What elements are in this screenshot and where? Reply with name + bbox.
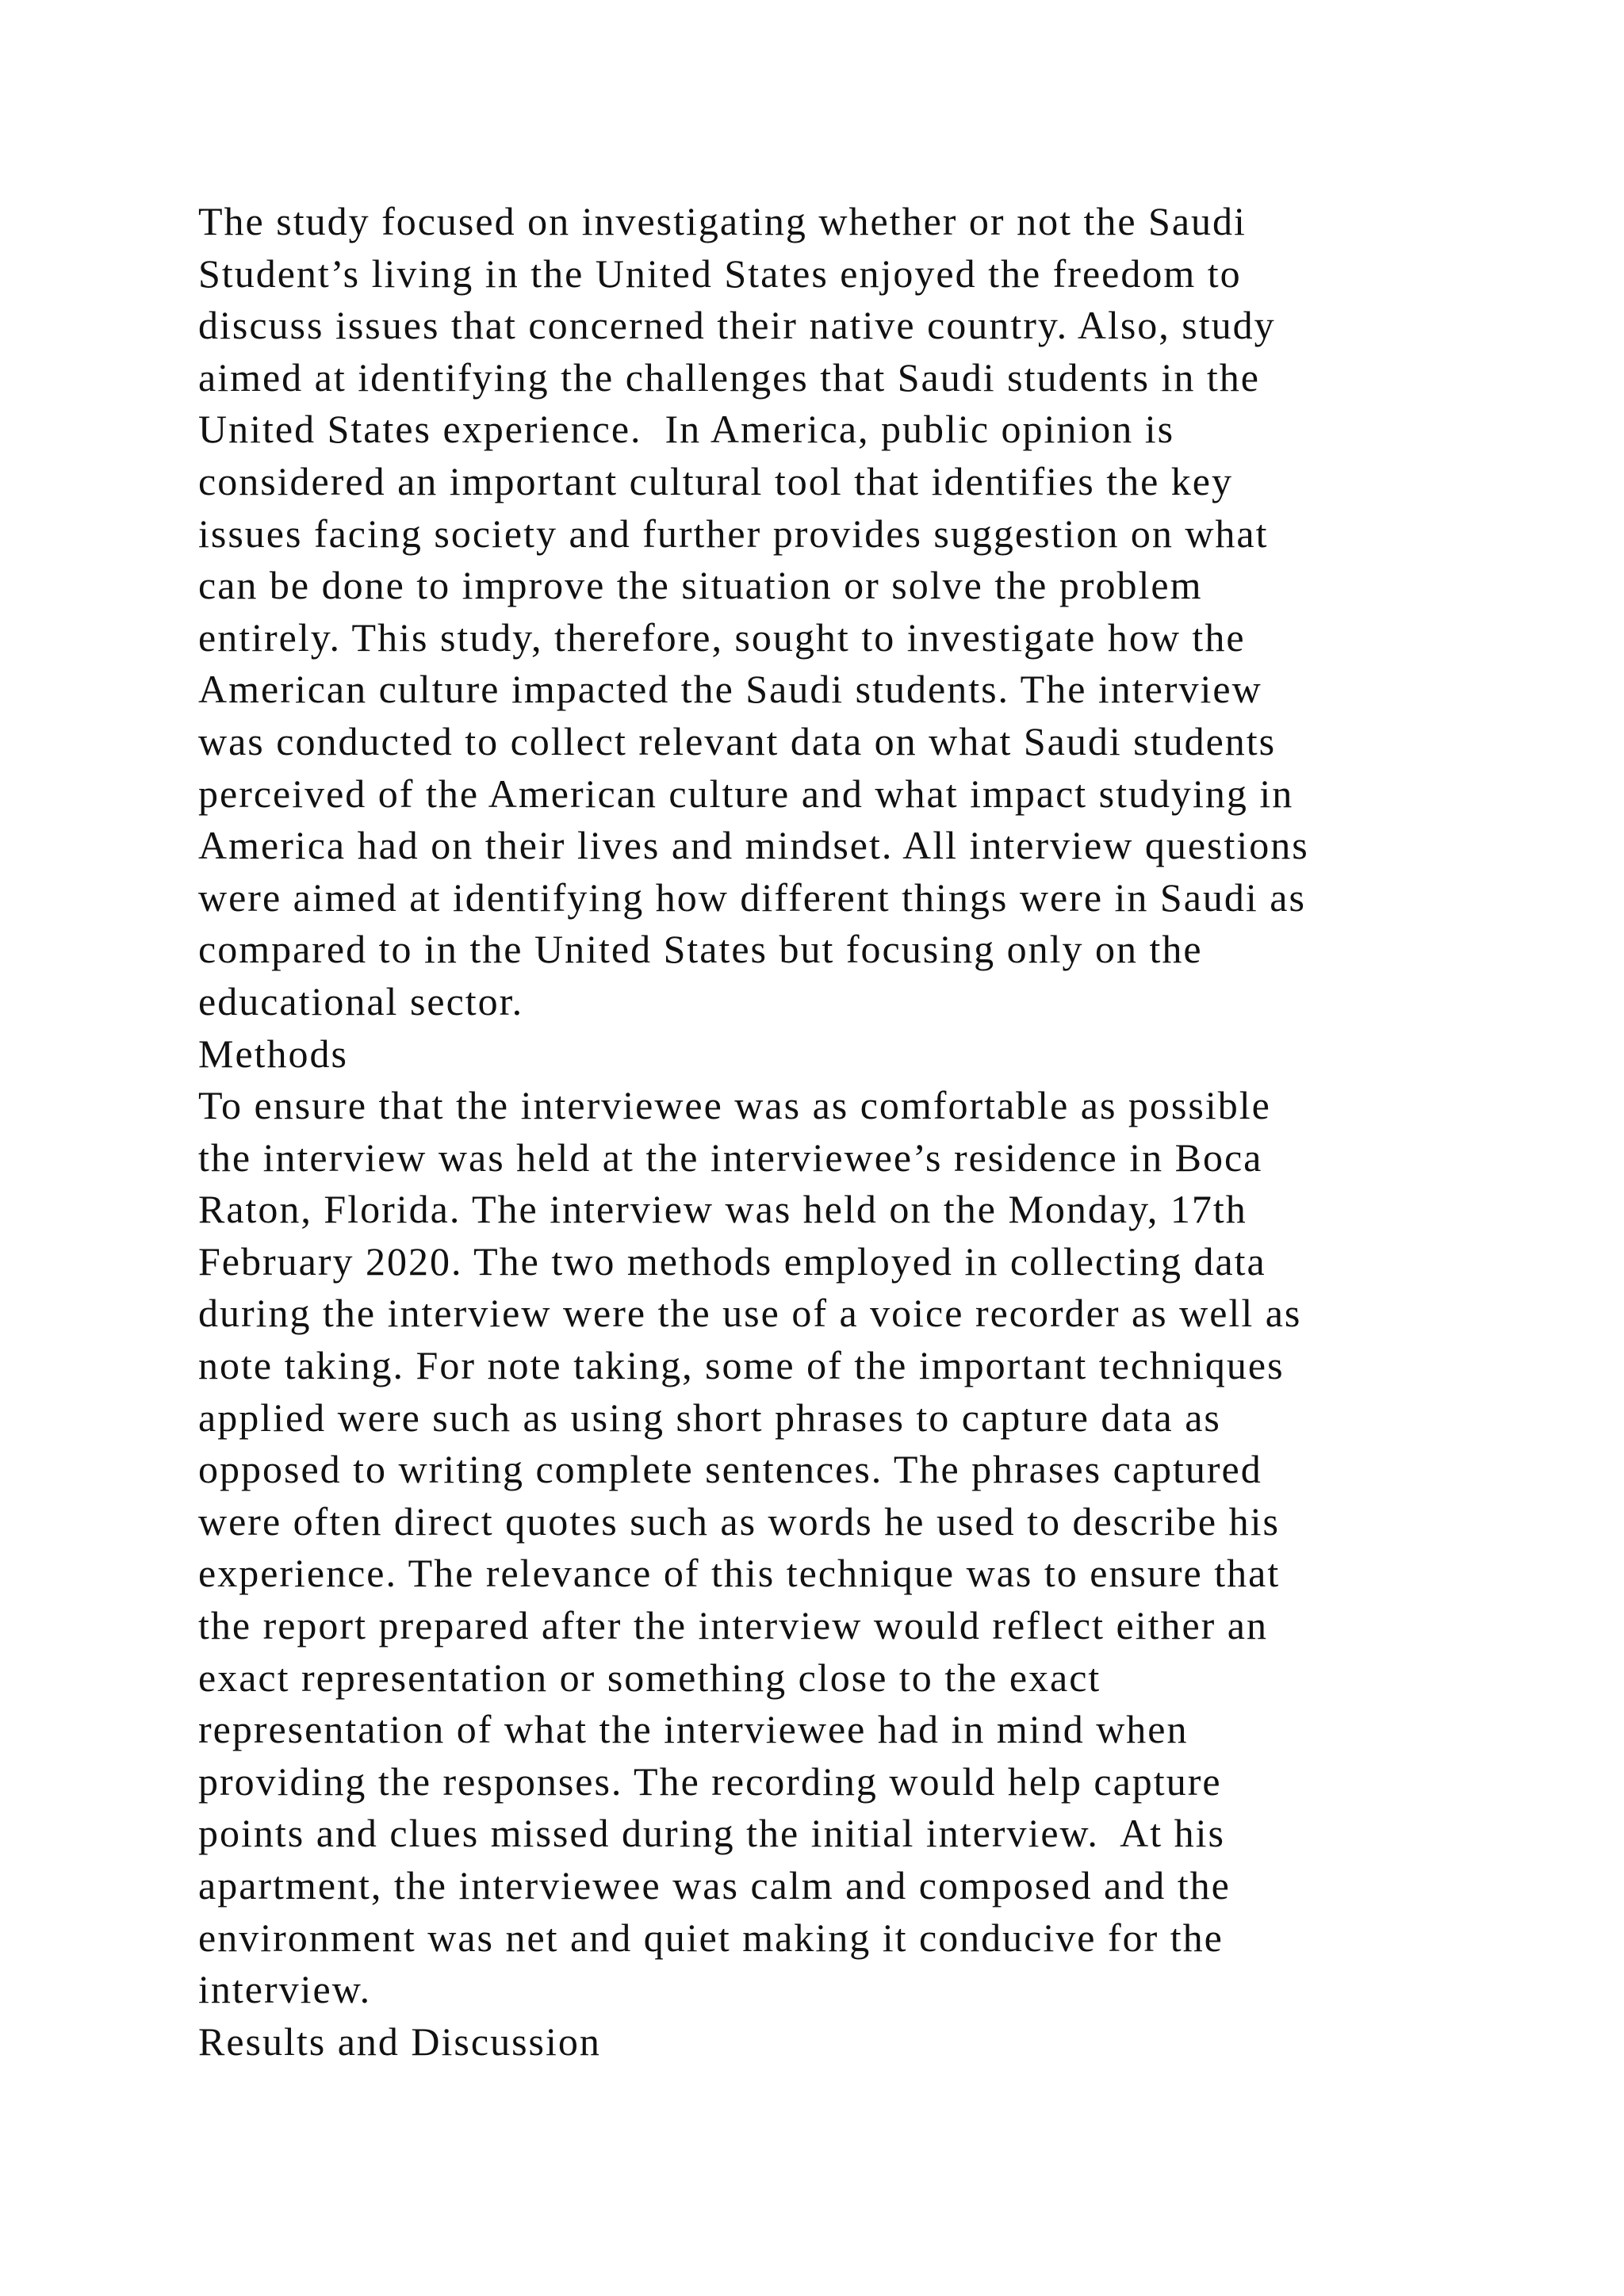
paragraph-line: discuss issues that concerned their native country. Also, study (198, 303, 1276, 348)
paragraph-line: was conducted to collect relevant data on what Saudi students (198, 718, 1277, 763)
paragraph-line: environment was net and quiet making it conducive for the (198, 1915, 1224, 1960)
paragraph-line: aimed at identifying the challenges that Saudi students in the (198, 354, 1260, 400)
paragraph-line: apartment, the interviewee was calm and composed and the (198, 1863, 1231, 1908)
paragraph-line: providing the responses. The recording would help capture (198, 1758, 1222, 1804)
paragraph-line: were often direct quotes such as words he used to describe his (198, 1498, 1280, 1544)
paragraph-line: entirely. This study, therefore, sought to investigate how the (198, 614, 1246, 660)
section-heading-methods: Methods (198, 1031, 348, 1076)
paragraph-line: representation of what the interviewee had in mind when (198, 1707, 1189, 1752)
paragraph-line: experience. The relevance of this technique was to ensure that (198, 1551, 1281, 1596)
paragraph-line: February 2020. The two methods employed in collecting data (198, 1238, 1266, 1284)
paragraph-line: applied were such as using short phrases to capture data as (198, 1395, 1221, 1440)
section-heading-results-and-discussion: Results and Discussion (198, 2019, 601, 2064)
paragraph-line: considered an important cultural tool that identifies the key (198, 458, 1233, 503)
paragraph-line: exact representation or something close to the exact (198, 1655, 1101, 1700)
paragraph-line: can be done to improve the situation or solve the problem (198, 563, 1203, 608)
paragraph-line: the report prepared after the interview would reflect either an (198, 1603, 1268, 1648)
paragraph-line: interview. (198, 1967, 372, 2012)
paragraph-line: United States experience. In America, public opinion is (198, 407, 1175, 452)
paragraph-line: points and clues missed during the initial interview. At his (198, 1811, 1225, 1856)
paragraph-line: The study focused on investigating whether or not the Saudi (198, 199, 1247, 243)
paragraph-line: American culture impacted the Saudi students. The interview (198, 667, 1262, 712)
paragraph-line: To ensure that the interviewee was as comfortable as possible (198, 1083, 1271, 1128)
paragraph-line: issues facing society and further provides suggestion on what (198, 511, 1269, 556)
paragraph-line: note taking. For note taking, some of the important techniques (198, 1343, 1285, 1388)
paragraph-line: the interview was held at the interviewee’s residence in Boca (198, 1135, 1263, 1180)
paragraph-line: were aimed at identifying how different things were in Saudi as (198, 874, 1306, 920)
paragraph-line: Student’s living in the United States enjoyed the freedom to (198, 251, 1242, 296)
paragraph-line: opposed to writing complete sentences. The phrases captured (198, 1447, 1262, 1492)
paragraph-line: during the interview were the use of a voice recorder as well as (198, 1291, 1302, 1336)
paragraph-line: Raton, Florida. The interview was held on the Monday, 17th (198, 1187, 1247, 1232)
paragraph-line: perceived of the American culture and what impact studying in (198, 771, 1294, 816)
document-body (198, 196, 1546, 2068)
paragraph-line: America had on their lives and mindset. All interview questions (198, 823, 1309, 868)
paragraph-line: compared to in the United States but focusing only on the (198, 927, 1203, 972)
paragraph-line: educational sector. (198, 978, 524, 1024)
